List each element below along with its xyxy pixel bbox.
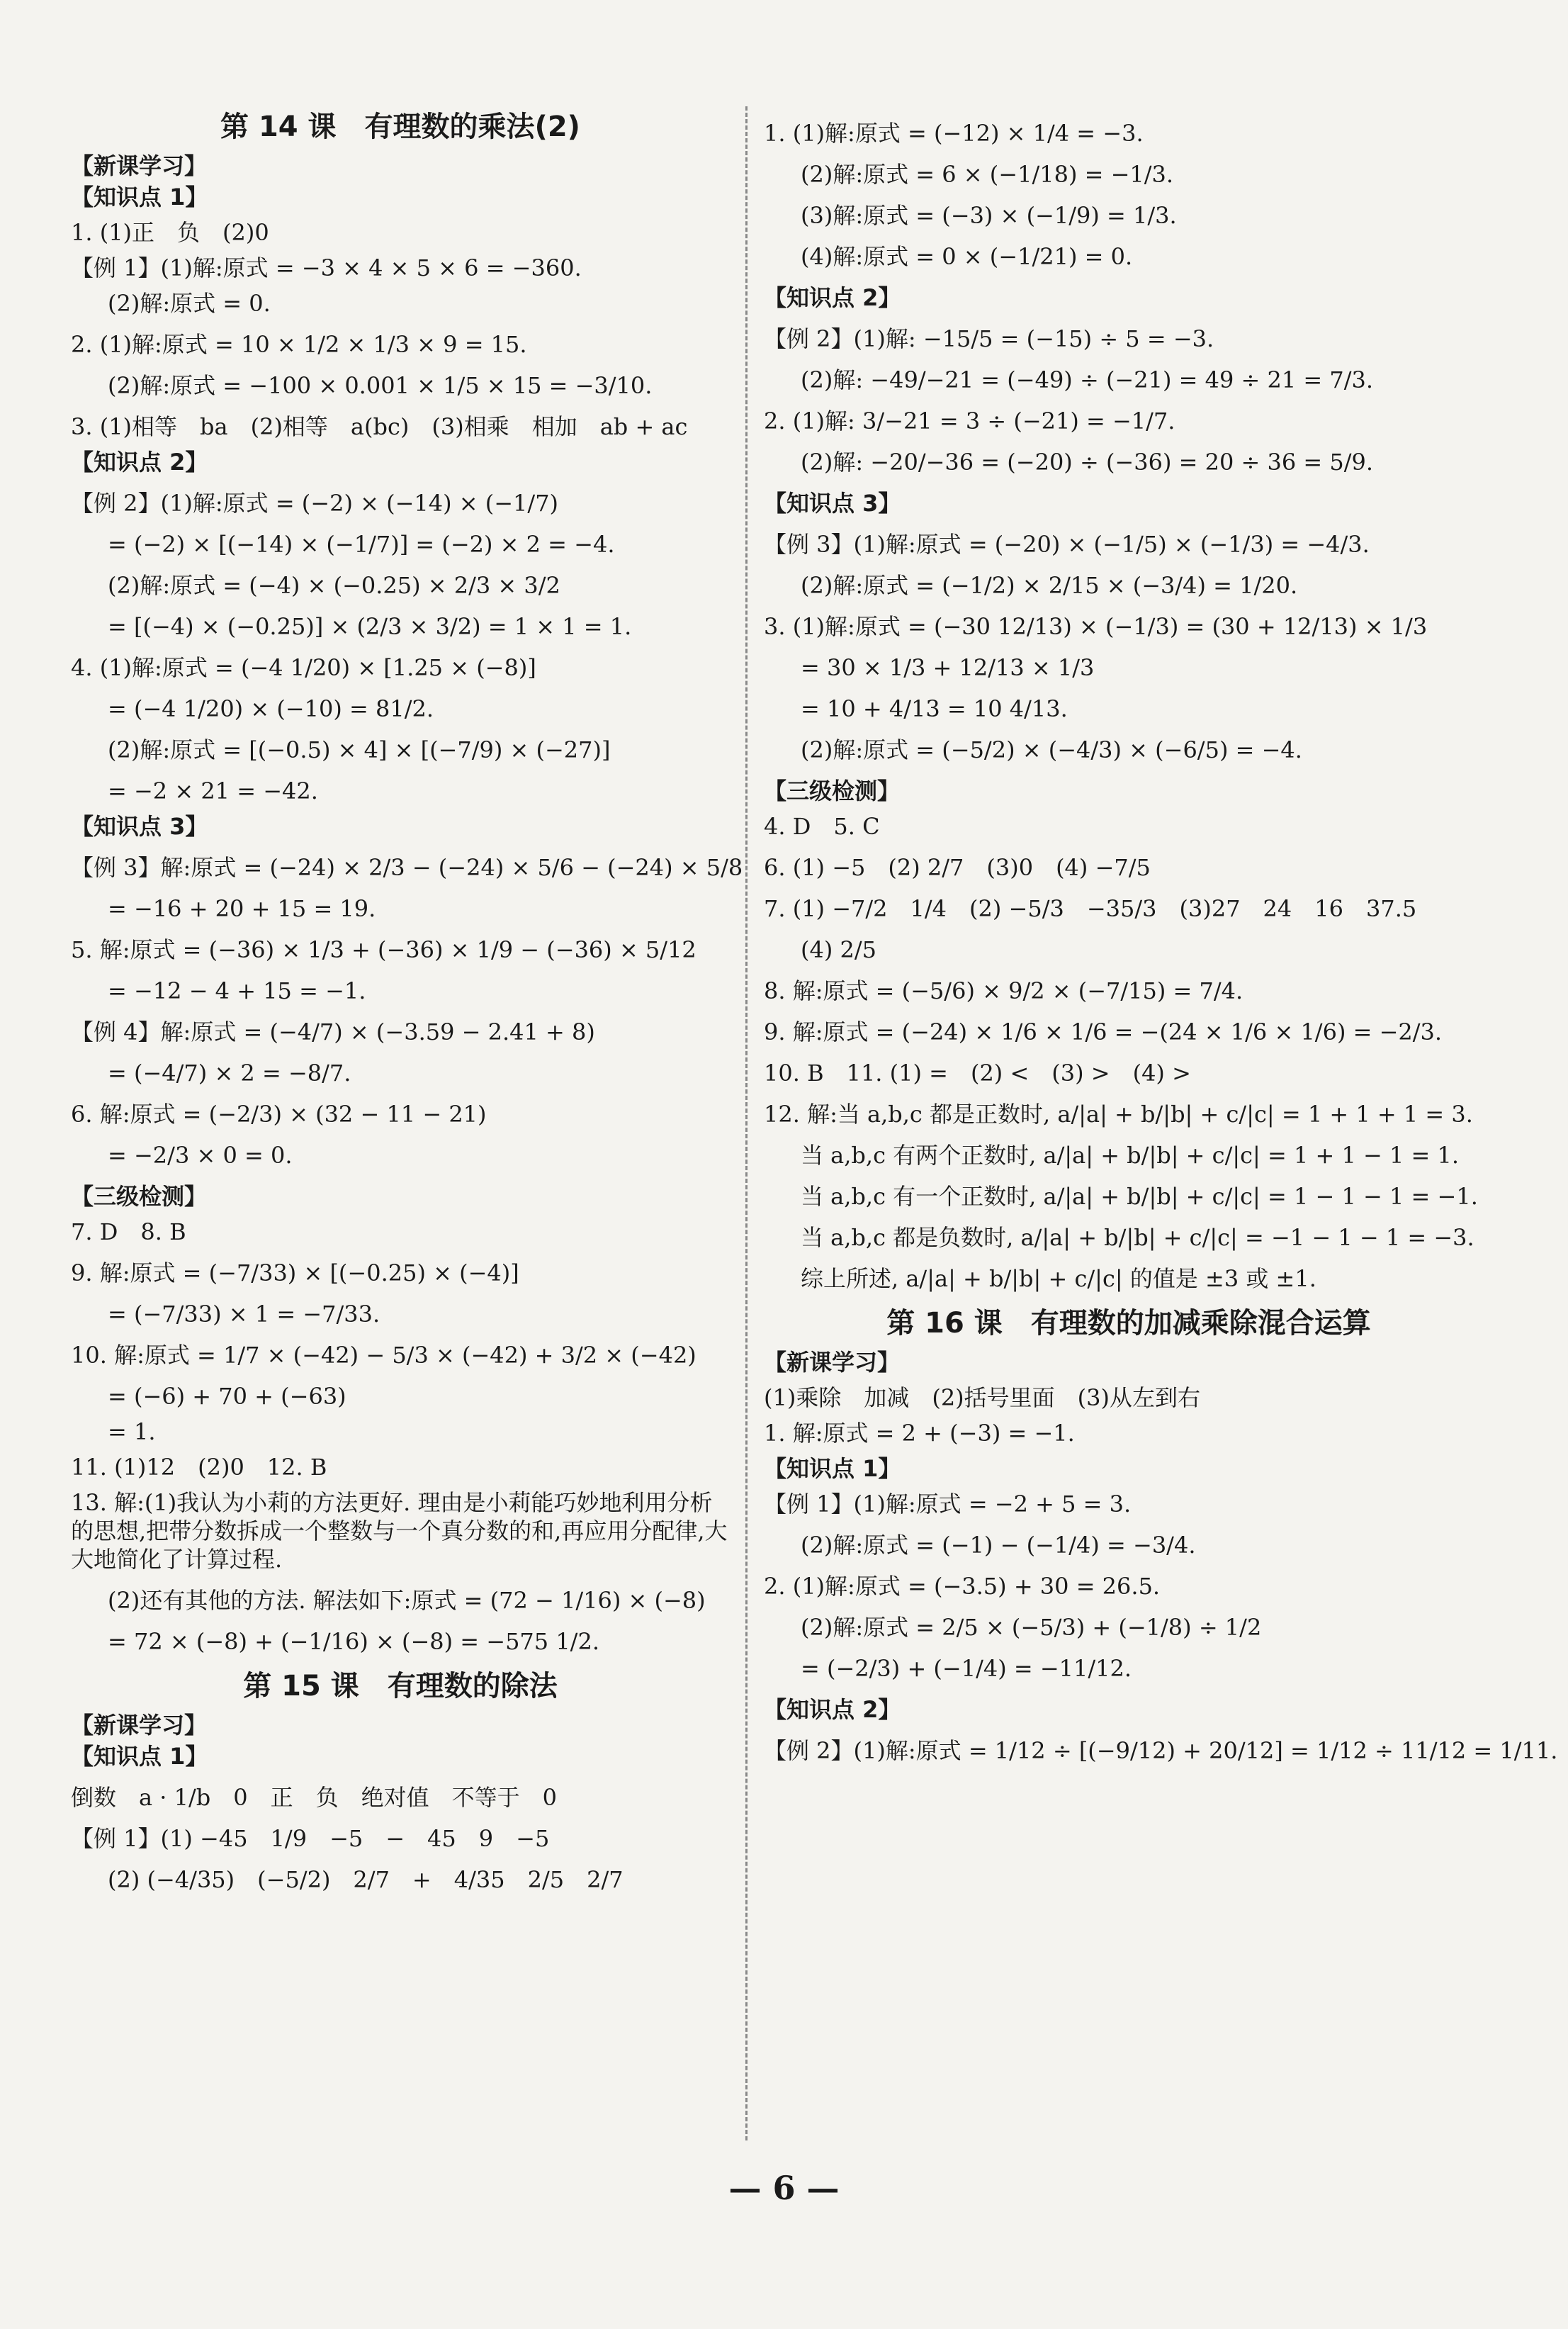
answer-line: = −2 × 21 = −42. — [108, 778, 318, 804]
answer-line: 【例 3】(1)解:原式 = (−20) × (−1/5) × (−1/3) = −4/3. — [764, 531, 1370, 558]
answer-line: (2)解:原式 = [(−0.5) × 4] × [(−7/9) × (−27)] — [108, 736, 611, 763]
answer-line: = −12 − 4 + 15 = −1. — [108, 977, 366, 1004]
right-column — [764, 106, 1558, 1778]
answer-line: 【例 2】(1)解:原式 = 1/12 ÷ [(−9/12) + 20/12] = 1/12 ÷ 11/12 = 1/11. — [764, 1737, 1558, 1764]
answer-line: 1. (1)正 负 (2)0 — [71, 219, 269, 246]
answer-line: 11. (1)12 (2)0 12. B — [71, 1454, 327, 1481]
section-header: 【知识点 1】 — [764, 1455, 901, 1482]
answer-line: 6. (1) −5 (2) 2/7 (3)0 (4) −7/5 — [764, 854, 1151, 881]
lesson-16-title: 第 16 课 有理数的加减乘除混合运算 — [886, 1307, 1371, 1340]
answer-line: = (−2) × [(−14) × (−1/7)] = (−2) × 2 = −4. — [108, 531, 615, 558]
section-header: 【知识点 2】 — [71, 449, 208, 476]
answer-line: 4. (1)解:原式 = (−4 1/20) × [1.25 × (−8)] — [71, 654, 536, 681]
section-header: 【知识点 2】 — [764, 1696, 901, 1723]
answer-line: 7. (1) −7/2 1/4 (2) −5/3 −35/3 (3)27 24 16 37.5 — [764, 895, 1417, 922]
answer-line: 3. (1)解:原式 = (−30 12/13) × (−1/3) = (30 + 12/13) × 1/3 — [764, 613, 1428, 640]
answer-line: 10. 解:原式 = 1/7 × (−42) − 5/3 × (−42) + 3/2 × (−42) — [71, 1342, 696, 1369]
answer-line: 12. 解:当 a,b,c 都是正数时, a/|a| + b/|b| + c/|c| = 1 + 1 + 1 = 3. — [764, 1101, 1473, 1128]
answer-line: 10. B 11. (1) = (2) < (3) > (4) > — [764, 1060, 1191, 1087]
answer-line: (2)还有其他的方法. 解法如下:原式 = (72 − 1/16) × (−8) — [108, 1587, 706, 1614]
answer-line: 9. 解:原式 = (−7/33) × [(−0.25) × (−4)] — [71, 1259, 519, 1286]
section-header: 【新课学习】 — [764, 1349, 901, 1376]
answer-line: (2)解:原式 = (−1/2) × 2/15 × (−3/4) = 1/20. — [801, 572, 1298, 599]
answer-line: = (−2/3) + (−1/4) = −11/12. — [801, 1655, 1132, 1682]
answer-line: 当 a,b,c 有一个正数时, a/|a| + b/|b| + c/|c| = 1 − 1 − 1 = −1. — [801, 1183, 1478, 1210]
answer-line: 9. 解:原式 = (−24) × 1/6 × 1/6 = −(24 × 1/6 × 1/6) = −2/3. — [764, 1018, 1443, 1045]
answer-line: 【例 1】(1) −45 1/9 −5 − 45 9 −5 — [71, 1825, 550, 1852]
answer-line: = 1. — [108, 1418, 156, 1445]
answer-line: (2)解:原式 = 6 × (−1/18) = −1/3. — [801, 161, 1174, 188]
answer-line: (2)解:原式 = (−4) × (−0.25) × 2/3 × 3/2 — [108, 572, 560, 599]
answer-line: (2) (−4/35) (−5/2) 2/7 + 4/35 2/5 2/7 — [108, 1866, 624, 1893]
answer-line: 2. (1)解:原式 = 10 × 1/2 × 1/3 × 9 = 15. — [71, 331, 527, 358]
answer-line: (4) 2/5 — [801, 936, 876, 963]
answer-line: 倒数 a · 1/b 0 正 负 绝对值 不等于 0 — [71, 1784, 557, 1811]
answer-line: 【例 2】(1)解:原式 = (−2) × (−14) × (−1/7) — [71, 490, 559, 517]
answer-line: 2. (1)解: 3/−21 = 3 ÷ (−21) = −1/7. — [764, 408, 1175, 434]
page-number: — 6 — — [728, 2169, 840, 2207]
left-column — [71, 106, 743, 1907]
answer-line: 当 a,b,c 都是负数时, a/|a| + b/|b| + c/|c| = −1 − 1 − 1 = −3. — [801, 1224, 1474, 1251]
answer-line: (2)解:原式 = (−1) − (−1/4) = −3/4. — [801, 1532, 1196, 1559]
answer-line: 【例 3】解:原式 = (−24) × 2/3 − (−24) × 5/6 − (−24) × 5/8 — [71, 854, 743, 881]
answer-line: (3)解:原式 = (−3) × (−1/9) = 1/3. — [801, 202, 1177, 229]
section-header: 【知识点 2】 — [764, 284, 901, 311]
answer-line: = −2/3 × 0 = 0. — [108, 1142, 293, 1169]
section-header: 【知识点 3】 — [764, 490, 901, 517]
answer-line: (2)解:原式 = (−5/2) × (−4/3) × (−6/5) = −4. — [801, 736, 1302, 763]
section-header: 【知识点 1】 — [71, 1743, 208, 1770]
answer-line: 8. 解:原式 = (−5/6) × 9/2 × (−7/15) = 7/4. — [764, 977, 1243, 1004]
answer-line: = 30 × 1/3 + 12/13 × 1/3 — [801, 654, 1095, 681]
column-divider — [745, 106, 748, 2140]
answer-line: (4)解:原式 = 0 × (−1/21) = 0. — [801, 243, 1133, 270]
answer-line: (2)解: −20/−36 = (−20) ÷ (−36) = 20 ÷ 36 = 5/9. — [801, 449, 1374, 476]
answer-line: 6. 解:原式 = (−2/3) × (32 − 11 − 21) — [71, 1101, 487, 1128]
section-header: 【三级检测】 — [71, 1183, 208, 1210]
answer-line: (1)乘除 加减 (2)括号里面 (3)从左到右 — [764, 1384, 1200, 1411]
answer-line: 3. (1)相等 ba (2)相等 a(bc) (3)相乘 相加 ab + ac — [71, 413, 688, 440]
answer-line: = [(−4) × (−0.25)] × (2/3 × 3/2) = 1 × 1 = 1. — [108, 613, 632, 640]
answer-line: = −16 + 20 + 15 = 19. — [108, 895, 376, 922]
answer-line: 1. 解:原式 = 2 + (−3) = −1. — [764, 1420, 1075, 1447]
answer-line: 【例 2】(1)解: −15/5 = (−15) ÷ 5 = −3. — [764, 325, 1214, 352]
lesson-15-title: 第 15 课 有理数的除法 — [243, 1670, 558, 1702]
section-header: 【新课学习】 — [71, 1712, 208, 1739]
answer-line: (2)解:原式 = −100 × 0.001 × 1/5 × 15 = −3/10. — [108, 372, 653, 399]
answer-paragraph: 13. 解:(1)我认为小莉的方法更好. 理由是小莉能巧妙地利用分析的思想,把带分数拆成一个整数与一个真分数的和,再应用分配律,大大地简化了计算过程. — [71, 1489, 728, 1573]
answer-line: (2)解:原式 = 2/5 × (−5/3) + (−1/8) ÷ 1/2 — [801, 1614, 1262, 1641]
answer-line: = (−6) + 70 + (−63) — [108, 1383, 346, 1410]
section-header: 【新课学习】 — [71, 152, 208, 179]
answer-line: 【例 1】(1)解:原式 = −2 + 5 = 3. — [764, 1491, 1132, 1517]
answer-line: 【例 1】(1)解:原式 = −3 × 4 × 5 × 6 = −360. — [71, 254, 582, 281]
lesson-14-title: 第 14 课 有理数的乘法(2) — [220, 111, 580, 143]
answer-line: 当 a,b,c 有两个正数时, a/|a| + b/|b| + c/|c| = 1 + 1 − 1 = 1. — [801, 1142, 1460, 1169]
answer-line: (2)解:原式 = 0. — [108, 290, 271, 317]
answer-line: = 72 × (−8) + (−1/16) × (−8) = −575 1/2. — [108, 1628, 599, 1655]
answer-line: 4. D 5. C — [764, 813, 880, 840]
answer-line: = (−7/33) × 1 = −7/33. — [108, 1301, 380, 1328]
answer-line: 7. D 8. B — [71, 1218, 186, 1245]
answer-line: 2. (1)解:原式 = (−3.5) + 30 = 26.5. — [764, 1573, 1161, 1600]
section-header: 【知识点 3】 — [71, 813, 208, 840]
answer-line: (2)解: −49/−21 = (−49) ÷ (−21) = 49 ÷ 21 = 7/3. — [801, 366, 1374, 393]
section-header: 【知识点 1】 — [71, 184, 208, 211]
section-header: 【三级检测】 — [764, 778, 901, 804]
answer-line: 1. (1)解:原式 = (−12) × 1/4 = −3. — [764, 120, 1144, 147]
answer-line: = (−4 1/20) × (−10) = 81/2. — [108, 695, 434, 722]
answer-line: 5. 解:原式 = (−36) × 1/3 + (−36) × 1/9 − (−36) × 5/12 — [71, 936, 696, 963]
answer-line: 综上所述, a/|a| + b/|b| + c/|c| 的值是 ±3 或 ±1. — [801, 1265, 1316, 1292]
answer-line: 【例 4】解:原式 = (−4/7) × (−3.59 − 2.41 + 8) — [71, 1018, 595, 1045]
answer-line: = 10 + 4/13 = 10 4/13. — [801, 695, 1068, 722]
answer-line: = (−4/7) × 2 = −8/7. — [108, 1060, 351, 1087]
